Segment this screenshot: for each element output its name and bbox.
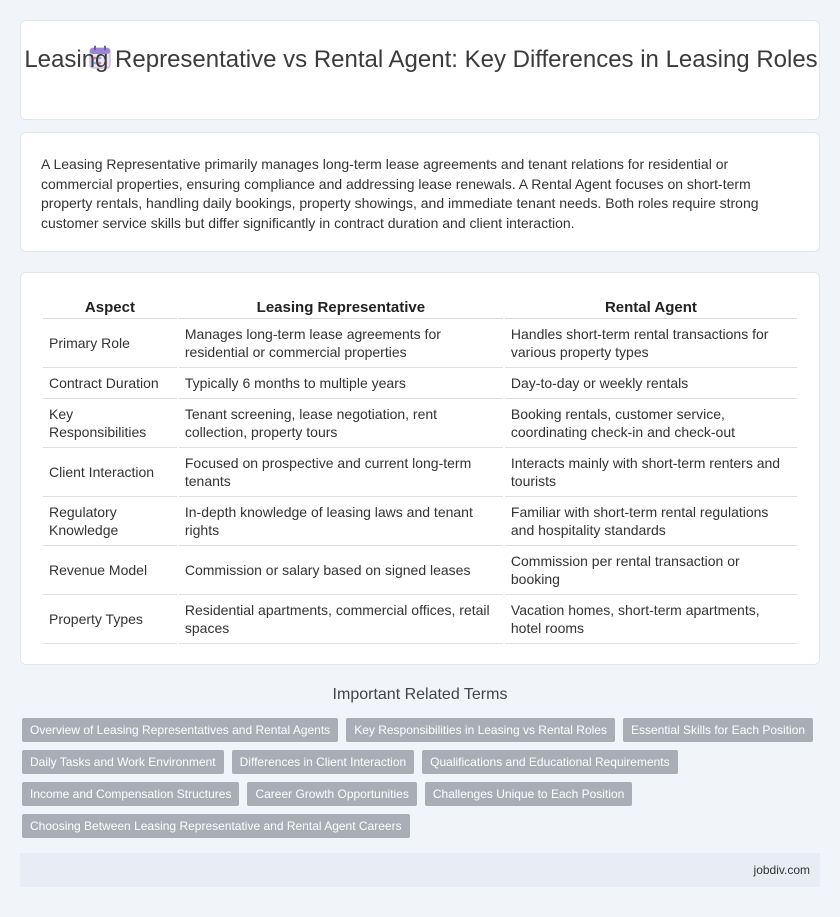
row-aspect: Client Interaction — [43, 448, 177, 497]
related-term-tag[interactable]: Essential Skills for Each Position — [623, 718, 813, 742]
row-leasing-representative: Manages long-term lease agreements for residential or commercial properties — [179, 319, 503, 368]
row-rental-agent: Commission per rental transaction or booking — [505, 546, 797, 595]
row-rental-agent: Familiar with short-term rental regulations and hospitality standards — [505, 497, 797, 546]
row-aspect: Contract Duration — [43, 368, 177, 399]
table-row — [43, 448, 797, 497]
table-row — [43, 399, 797, 448]
row-rental-agent: Day-to-day or weekly rentals — [505, 368, 797, 399]
header-aspect: Aspect — [43, 297, 177, 319]
row-rental-agent: Vacation homes, short-term apartments, hotel rooms — [505, 595, 797, 644]
related-term-tag[interactable]: Income and Compensation Structures — [22, 782, 239, 806]
row-leasing-representative: Commission or salary based on signed leases — [179, 546, 503, 595]
page-title: Leasing Representative vs Rental Agent: Key Differences in Leasing Roles — [24, 46, 818, 73]
tag-row — [22, 814, 822, 838]
related-term-tag[interactable]: Qualifications and Educational Requirements — [422, 750, 677, 774]
row-rental-agent: Booking rentals, customer service, coordinating check-in and check-out — [505, 399, 797, 448]
related-term-tag[interactable]: Choosing Between Leasing Representative and Rental Agent Careers — [22, 814, 410, 838]
header-card — [20, 20, 820, 120]
row-leasing-representative: Focused on prospective and current long-term tenants — [179, 448, 503, 497]
row-rental-agent: Interacts mainly with short-term renters and tourists — [505, 448, 797, 497]
table-row — [43, 319, 797, 368]
tag-row — [22, 782, 822, 806]
tag-row — [22, 750, 822, 774]
row-leasing-representative: Tenant screening, lease negotiation, rent collection, property tours — [179, 399, 503, 448]
row-leasing-representative: Typically 6 months to multiple years — [179, 368, 503, 399]
row-aspect: Key Responsibilities — [43, 399, 177, 448]
footer — [20, 853, 820, 887]
tag-row — [22, 718, 822, 742]
related-term-tag[interactable]: Career Growth Opportunities — [247, 782, 416, 806]
footer-site-link[interactable]: jobdiv.com — [753, 863, 810, 877]
header-leasing-representative: Leasing Representative — [179, 297, 503, 319]
related-term-tag[interactable]: Overview of Leasing Representatives and Rental Agents — [22, 718, 338, 742]
row-aspect: Regulatory Knowledge — [43, 497, 177, 546]
related-term-tag[interactable]: Key Responsibilities in Leasing vs Rental Roles — [346, 718, 615, 742]
table-row — [43, 368, 797, 399]
row-aspect: Revenue Model — [43, 546, 177, 595]
related-terms-tags — [22, 718, 822, 846]
comparison-table — [41, 297, 799, 644]
related-terms-title: Important Related Terms — [332, 686, 508, 703]
intro-card — [20, 132, 820, 252]
header-rental-agent: Rental Agent — [505, 297, 797, 319]
table-row — [43, 546, 797, 595]
title-wrap — [21, 45, 821, 74]
row-aspect: Property Types — [43, 595, 177, 644]
table-row — [43, 595, 797, 644]
related-term-tag[interactable]: Daily Tasks and Work Environment — [22, 750, 224, 774]
intro-paragraph: A Leasing Representative primarily manages long-term lease agreements and tenant relations for residential or commercial properties, ensuring compliance and addressing lease renewals. A Rental Agent focuses on short-term property rentals, handling daily bookings, property showings, and immediate tenant needs. Both roles require strong customer service skills but differ significantly in contract duration and client interaction. — [41, 156, 759, 231]
table-row — [43, 497, 797, 546]
row-leasing-representative: Residential apartments, commercial offices, retail spaces — [179, 595, 503, 644]
table-header-row — [43, 297, 797, 319]
related-term-tag[interactable]: Differences in Client Interaction — [232, 750, 415, 774]
row-leasing-representative: In-depth knowledge of leasing laws and tenant rights — [179, 497, 503, 546]
comparison-card — [20, 272, 820, 665]
row-rental-agent: Handles short-term rental transactions for various property types — [505, 319, 797, 368]
related-term-tag[interactable]: Challenges Unique to Each Position — [425, 782, 632, 806]
row-aspect: Primary Role — [43, 319, 177, 368]
